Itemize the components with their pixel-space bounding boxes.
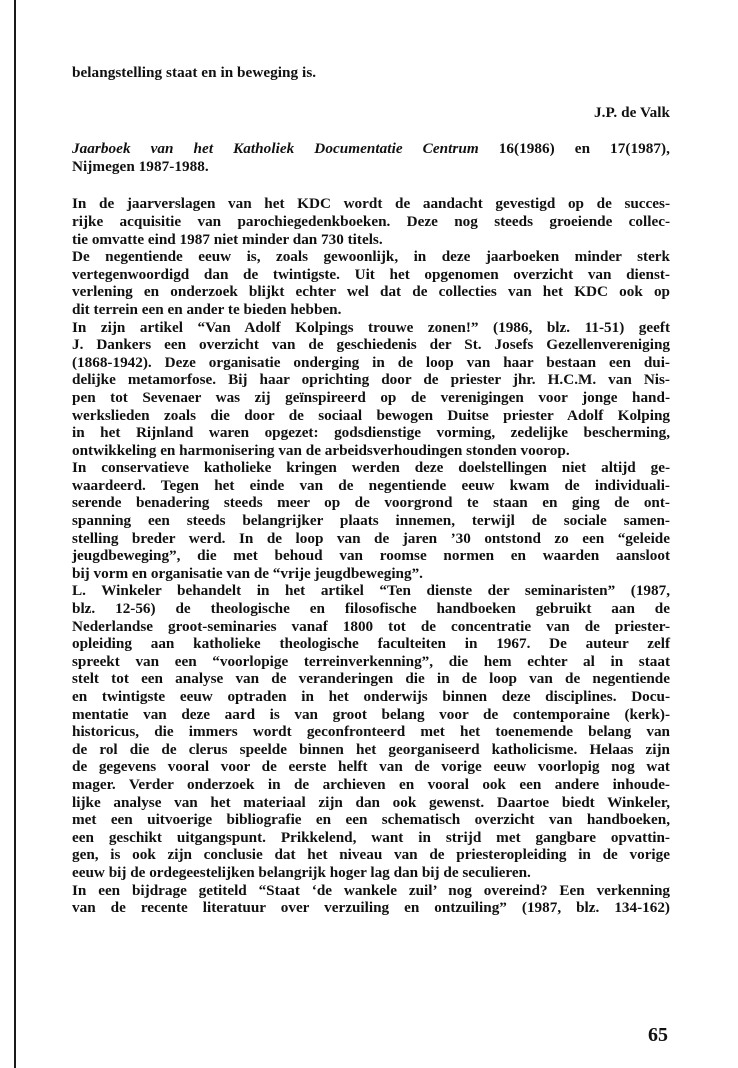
- body-line: met een uitvoerige bibliografie en een schematisch overzicht van handboeken,: [72, 811, 670, 829]
- body-line: dit terrein een en ander te bieden hebben.: [72, 300, 342, 318]
- body-line: L. Winkeler behandelt in het artikel “Ten dienste der seminaristen” (1987,: [72, 582, 670, 600]
- body-line: en twintigste eeuw optraden in het onderwijs binnen deze disciplines. Docu-: [72, 688, 670, 705]
- review-body: [72, 195, 670, 916]
- body-line: De negentiende eeuw is, zoals gewoonlijk, in deze jaarboeken minder sterk: [72, 248, 670, 266]
- body-line: rijke acquisitie van parochiegedenkboeken. Deze nog steeds groeiende collec-: [72, 212, 670, 230]
- body-line: waardeerd. Tegen het einde van de negentiende eeuw kwam de individuali-: [72, 476, 670, 494]
- body-line: In de jaarverslagen van het KDC wordt de aandacht gevestigd op de succes-: [72, 195, 670, 213]
- body-line: gen, is ook zijn conclusie dat het niveau van de priesteropleiding in de vorige: [72, 846, 670, 864]
- body-line: de rol die de clerus speelde binnen het georganiseerd katholicisme. Helaas zijn: [72, 740, 670, 758]
- body-line: mentatie van deze aard is van groot belang voor de contemporaine (kerk)-: [72, 705, 670, 723]
- body-line: jeugdbeweging”, die met behoud van roomse normen en waarden aansloot: [72, 547, 670, 565]
- citation-title: Jaarboek van het Katholiek Documentatie Centrum: [72, 140, 479, 158]
- body-line: lijke analyse van het materiaal zijn dan ook gewenst. Daartoe biedt Winkeler,: [72, 793, 670, 811]
- body-line: stelt tot een analyse van de veranderingen die in de loop van de negentiende: [72, 670, 670, 688]
- citation-line-1: [72, 140, 670, 158]
- body-line: historicus, die immers wordt geconfronteerd met het toenemende belang van: [72, 723, 670, 741]
- body-line: bij vorm en organisatie van de “vrije jeugdbeweging”.: [72, 564, 423, 582]
- document-page: [72, 64, 670, 917]
- body-line: de gegevens vooral voor de eerste helft van de vorige eeuw voorlopig nog wat: [72, 758, 670, 776]
- body-line: mager. Verder onderzoek in de archieven en vooral ook een andere inhoude-: [72, 775, 670, 793]
- body-line: van de recente literatuur over verzuiling en ontzuiling” (1987, blz. 134-162): [72, 899, 670, 917]
- body-line: (1868-1942). Deze organisatie onderging in de loop van haar bestaan een dui-: [72, 353, 670, 371]
- body-line: een geschikt uitgangspunt. Prikkelend, want in strijd met gangbare opvattin-: [72, 828, 670, 846]
- citation-line-2: Nijmegen 1987-1988.: [72, 157, 209, 175]
- body-line: In een bijdrage getiteld “Staat ‘de wankele zuil’ nog overeind? Een verkenning: [72, 881, 670, 899]
- body-line: blz. 12-56) de theologische en filosofische handboeken gebruikt aan de: [72, 600, 670, 618]
- body-line: serende benadering steeds meer op de voorgrond te staan en ging de ont-: [72, 494, 670, 512]
- body-line: spanning een steeds belangrijker plaats innemen, terwijl de sociale samen-: [72, 512, 670, 530]
- book-citation: [72, 140, 670, 175]
- body-line: stelling breder werd. In de loop van de jaren ’30 ontstond zo een “geleide: [72, 529, 670, 547]
- body-line: verlening en onderzoek blijkt echter wel dat de collecties van het KDC ook op: [72, 283, 670, 301]
- body-line: ontwikkeling en harmonisering van de arbeidsverhoudingen stonden voorop.: [72, 441, 570, 459]
- body-line: pen tot Sevenaer was zij geïnspireerd op de verenigingen voor jonge hand-: [72, 388, 670, 406]
- body-line: spreekt van een “voorlopige terreinverkenning”, die hem echter al in staat: [72, 652, 670, 670]
- review-signature: J.P. de Valk: [593, 103, 670, 121]
- body-line: tie omvatte eind 1987 niet minder dan 730 titels.: [72, 230, 383, 248]
- body-line: werkslieden zoals die door de sociaal bewogen Duitse priester Adolf Kolping: [72, 406, 670, 424]
- body-line: Nederlandse groot-seminaries vanaf 1800 tot de concentratie van de priester-: [72, 617, 670, 635]
- body-line: vertegenwoordigd dan de twintigste. Uit het opgenomen overzicht van dienst-: [72, 265, 670, 283]
- body-line: In zijn artikel “Van Adolf Kolpings trouwe zonen!” (1986, blz. 11-51) geeft: [72, 318, 670, 336]
- body-line: in het Rijnland waren opgezet: godsdienstige vorming, zedelijke bescherming,: [72, 424, 670, 442]
- body-line: eeuw bij de ordegeestelijken belangrijk hoger lag dan bij de seculieren.: [72, 863, 531, 881]
- body-line: opleiding aan katholieke theologische faculteiten in 1967. De auteur zelf: [72, 635, 670, 653]
- page-number: 65: [648, 1024, 668, 1046]
- body-line: J. Dankers een overzicht van de geschiedenis der St. Josefs Gezellenvereniging: [72, 336, 670, 354]
- citation-volumes: 16(1986) en 17(1987),: [478, 140, 670, 158]
- scan-margin-rule: [14, 0, 16, 1068]
- opening-line: belangstelling staat en in beweging is.: [72, 64, 317, 81]
- body-line: delijke metamorfose. Bij haar oprichting door de priester jhr. H.C.M. van Nis-: [72, 371, 670, 389]
- body-line: In conservatieve katholieke kringen werden deze doelstellingen niet altijd ge-: [72, 459, 670, 477]
